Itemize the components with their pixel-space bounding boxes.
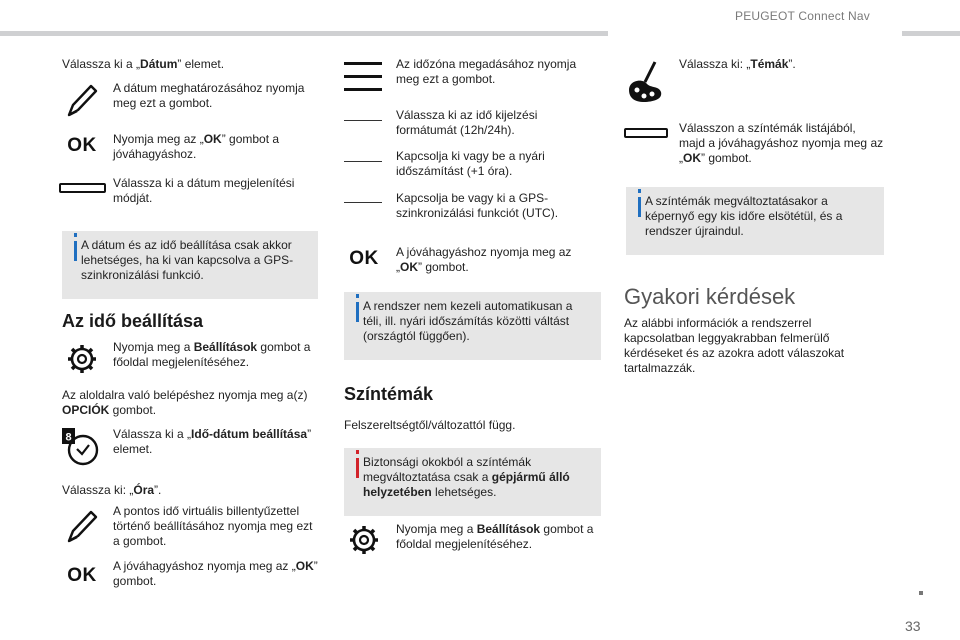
palette-icon	[624, 60, 666, 104]
info-text: A színtémák megváltoztatásakor a képernyő egy kis időre elsötétül, és a rendszer újraindul.	[645, 194, 843, 238]
step-pencil-text: A dátum meghatározásához nyomja meg ezt a gombot.	[113, 81, 305, 110]
info-text: A dátum és az idő beállítása csak akkor lehetséges, ha ki van kapcsolva a GPS-szinkronizálási funkció.	[81, 238, 294, 282]
info-box-dst	[344, 292, 601, 360]
step-theme-text: Válasszon a színtémák listájából, majd a jóváhagyáshoz nyomja meg az „OK” gombot.	[679, 121, 884, 165]
info-text: A rendszer nem kezeli automatikusan a téli, ill. nyári időszámítás közötti váltást (országtól függően).	[363, 299, 573, 343]
pencil-icon	[62, 80, 102, 120]
ok-icon-3: OK	[349, 248, 379, 269]
intro-text: Válassza ki a „Dátum” elemet.	[62, 57, 225, 71]
toggle-bar-icon-2	[624, 128, 668, 138]
step-ok-2-text: A jóváhagyáshoz nyomja meg az „OK” gombot.	[113, 559, 318, 588]
section-heading-faq: Gyakori kérdések	[624, 284, 796, 309]
warning-text: Biztonsági okokból a színtémák megváltoztatása csak a gépjármű álló helyzetében lehetséges.	[363, 455, 570, 499]
info-box-theme	[626, 187, 884, 255]
ok-icon-2: OK	[67, 565, 97, 586]
info-icon-bar	[356, 302, 359, 322]
footer-dot	[919, 591, 923, 595]
sub-page-text: Az aloldalra való belépéshez nyomja meg a(z) OPCIÓK gombot.	[62, 388, 308, 417]
info-icon	[638, 189, 641, 193]
toggle-bar-icon	[59, 183, 106, 193]
step-format-text: Válassza ki az idő kijelzési formátumát (12h/24h).	[396, 108, 538, 137]
step-palette-text: Válassza ki: „Témák”.	[679, 57, 796, 71]
svg-text:8: 8	[65, 431, 72, 444]
gear-icon	[64, 341, 100, 377]
warning-box	[344, 448, 601, 516]
step-gps-text: Kapcsolja be vagy ki a GPS-szinkronizálási funkciót (UTC).	[396, 191, 559, 220]
select-ora-text: Válassza ki: „Óra”.	[62, 483, 162, 497]
gps-line-icon	[344, 202, 382, 203]
pencil-icon-2	[62, 506, 102, 546]
header-rule	[0, 31, 608, 36]
info-icon	[74, 233, 77, 237]
info-box-date	[62, 231, 318, 299]
header-rule-right	[902, 31, 960, 36]
ok-icon: OK	[67, 135, 97, 156]
section-heading-themes: Színtémák	[344, 384, 434, 404]
step-clock-text: Válassza ki a „Idő-dátum beállítása” elemet.	[113, 427, 312, 456]
step-gear-2-text: Nyomja meg a Beállítások gombot a főoldal megjelenítéséhez.	[396, 522, 594, 551]
info-icon	[356, 294, 359, 298]
warning-icon-bar	[356, 458, 359, 478]
warning-icon	[356, 450, 359, 454]
menu-icon	[344, 60, 382, 94]
step-ok-3-text: A jóváhagyáshoz nyomja meg az „OK” gombot.	[396, 245, 572, 274]
summer-line-icon	[344, 161, 382, 162]
info-icon-bar	[638, 197, 641, 217]
themes-para: Felszereltségtől/változattól függ.	[344, 418, 516, 432]
gear-icon-2	[346, 522, 382, 558]
step-summer-text: Kapcsolja ki vagy be a nyári időszámítást (+1 óra).	[396, 149, 545, 178]
format-line-icon	[344, 120, 382, 121]
page-number: 33	[905, 618, 921, 634]
step-gear-text: Nyomja meg a Beállítások gombot a főoldal megjelenítéséhez.	[113, 340, 311, 369]
clock-icon	[62, 428, 100, 466]
step-line-text: Válassza ki a dátum megjelenítési módját.	[113, 176, 295, 205]
step-ok-text: Nyomja meg az „OK” gombot a jóváhagyáshoz.	[113, 132, 280, 161]
section-heading-time: Az idő beállítása	[62, 311, 204, 331]
step-menu-text: Az időzóna megadásához nyomja meg ezt a gombot.	[396, 57, 577, 86]
running-header: PEUGEOT Connect Nav	[735, 9, 870, 23]
step-pencil-2-text: A pontos idő virtuális billentyűzettel történő beállításához nyomja meg ezt a gombot.	[113, 504, 313, 548]
faq-para: Az alábbi információk a rendszerrel kapcsolatban leggyakrabban felmerülő kérdéseket és az azokra adott válaszokat tartalmazzák.	[624, 316, 845, 375]
info-icon-bar	[74, 241, 77, 261]
